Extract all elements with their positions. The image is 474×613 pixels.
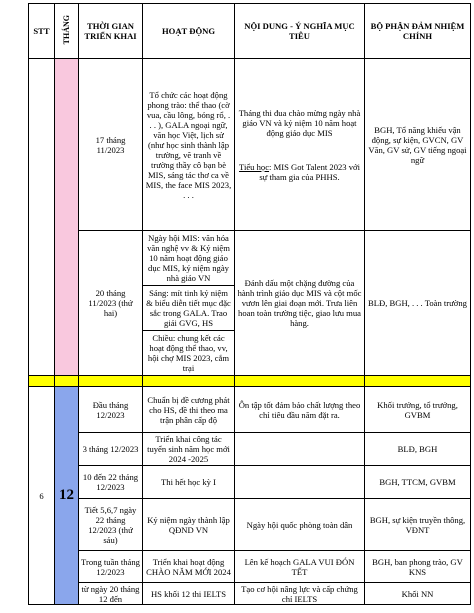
dept-cell: BLĐ, BGH — [365, 433, 471, 466]
activity-part: Sáng: mít tinh kỷ niệm & biểu diễn tiết mục đặc sắc trong GALA. Trao giải GVG, HS — [143, 286, 234, 331]
activity-cell: Thi hết học kỳ I — [143, 466, 235, 499]
dept-cell: BGH, TTCM, GVBM — [365, 466, 471, 499]
content-cell: Ngày hội quốc phòng toàn dân — [235, 499, 365, 551]
content-text: Tháng thi đua chào mừng ngày nhà giáo VN và kỷ niệm 10 năm hoạt động giáo dục MIS — [238, 107, 361, 138]
content-text: Tiểu học: MIS Got Talent 2023 với sự tham gia của PHHS. — [239, 161, 360, 182]
time-cell: Tiết 5,6,7 ngày 22 tháng 12/2023 (thứ sáu) — [79, 499, 143, 551]
table-row — [29, 466, 471, 499]
time-cell: 20 tháng 11/2023 (thứ hai) — [79, 231, 143, 376]
plan-table — [28, 3, 471, 605]
time-cell: Trong tuần tháng 12/2023 — [79, 551, 143, 583]
activity-cell: HS khối 12 thi IELTS — [143, 583, 235, 605]
activity-part: Chiều: chung kết các hoạt động thể thao, vv, hội chợ MIS 2023, cắm trại — [147, 333, 230, 373]
time-cell: 10 đến 22 tháng 12/2023 — [79, 466, 143, 499]
activity-cell: Kỷ niệm ngày thành lập QĐND VN — [143, 499, 235, 551]
month-cell-nov — [55, 59, 79, 376]
header-dept: BỘ PHẬN ĐẢM NHIỆM CHÍNH — [365, 4, 471, 59]
dept-cell: Khối NN — [365, 583, 471, 605]
table-row — [29, 59, 471, 231]
header-activity: HOẠT ĐỘNG — [143, 4, 235, 59]
dept-cell: BGH, Tổ năng khiếu vận động, sự kiện, GVCN, GV Văn, GV sử, GV tiếng ngoại ngữ — [365, 59, 471, 231]
table-row — [29, 551, 471, 583]
header-row — [29, 4, 471, 59]
dept-cell: BGH, sự kiện truyền thông, VĐNT — [365, 499, 471, 551]
table-row — [29, 433, 471, 466]
content-cell: Lên kế hoạch GALA VUI ĐÓN TẾT — [235, 551, 365, 583]
time-cell: 17 tháng 11/2023 — [79, 59, 143, 231]
time-cell: 3 tháng 12/2023 — [79, 433, 143, 466]
header-content: NỘI DUNG - Ý NGHĨA MỤC TIÊU — [235, 4, 365, 59]
activity-part: Ngày hội MIS: văn hóa văn nghệ vv & Kỷ niệm 10 năm hoạt động giáo dục MIS, kỷ niệm ngày nhà giáo VN — [143, 231, 234, 286]
stt-cell: 6 — [29, 387, 55, 605]
content-cell: Ôn tập tốt đảm bảo chất lượng theo chỉ tiêu đầu năm đặt ra. — [235, 387, 365, 433]
activity-cell: Triển khai công tác tuyển sinh năm học mới 2024 -2025 — [143, 433, 235, 466]
dept-cell: BLĐ, BGH, . . . Toàn trường — [365, 231, 471, 376]
content-cell: Đánh dấu một chặng đường của hành trình giáo dục MIS và cột mốc vươn lên giai đoạn mới. Trưa liên hoan toàn trường tiệc, giao lưu mua hàng. — [235, 231, 365, 376]
separator-row — [29, 376, 471, 387]
time-cell: Đầu tháng 12/2023 — [79, 387, 143, 433]
stt-cell-nov — [29, 59, 55, 376]
activity-cell: Chuẩn bị đề cương phát cho HS, đề thi theo ma trận phân cấp độ — [143, 387, 235, 433]
header-time: THỜI GIAN TRIỂN KHAI — [79, 4, 143, 59]
header-month: THÁNG — [55, 4, 79, 59]
header-stt: STT — [29, 4, 55, 59]
activity-cell — [143, 231, 235, 376]
time-cell: từ ngày 20 tháng 12 đến — [79, 583, 143, 605]
table-row — [29, 499, 471, 551]
table-row — [29, 583, 471, 605]
dept-cell: BGH, ban phong trào, GV KNS — [365, 551, 471, 583]
table-row — [29, 387, 471, 433]
content-cell — [235, 59, 365, 231]
activity-cell: Triển khai hoạt động CHÀO NĂM MỚI 2024 — [143, 551, 235, 583]
content-cell: Tạo cơ hội nâng lực và cấp chứng chỉ IELTS — [235, 583, 365, 605]
content-cell — [235, 466, 365, 499]
activity-cell: Tổ chức các hoạt động phong trào: thể thao (cờ vua, cầu lông, bóng rổ, . . . ), GALA ngoại ngữ, văn học Việt, lịch sử (như học sinh thành lập trường, vẽ tranh về trường thầy cô bạn bè MIS, sáng tác thơ ca về MIS, the face MIS 2023, . . . — [143, 59, 235, 231]
content-cell — [235, 433, 365, 466]
table-row — [29, 231, 471, 376]
dept-cell: Khối trưởng, tổ trưởng, GVBM — [365, 387, 471, 433]
month-cell: 12 — [55, 387, 79, 605]
